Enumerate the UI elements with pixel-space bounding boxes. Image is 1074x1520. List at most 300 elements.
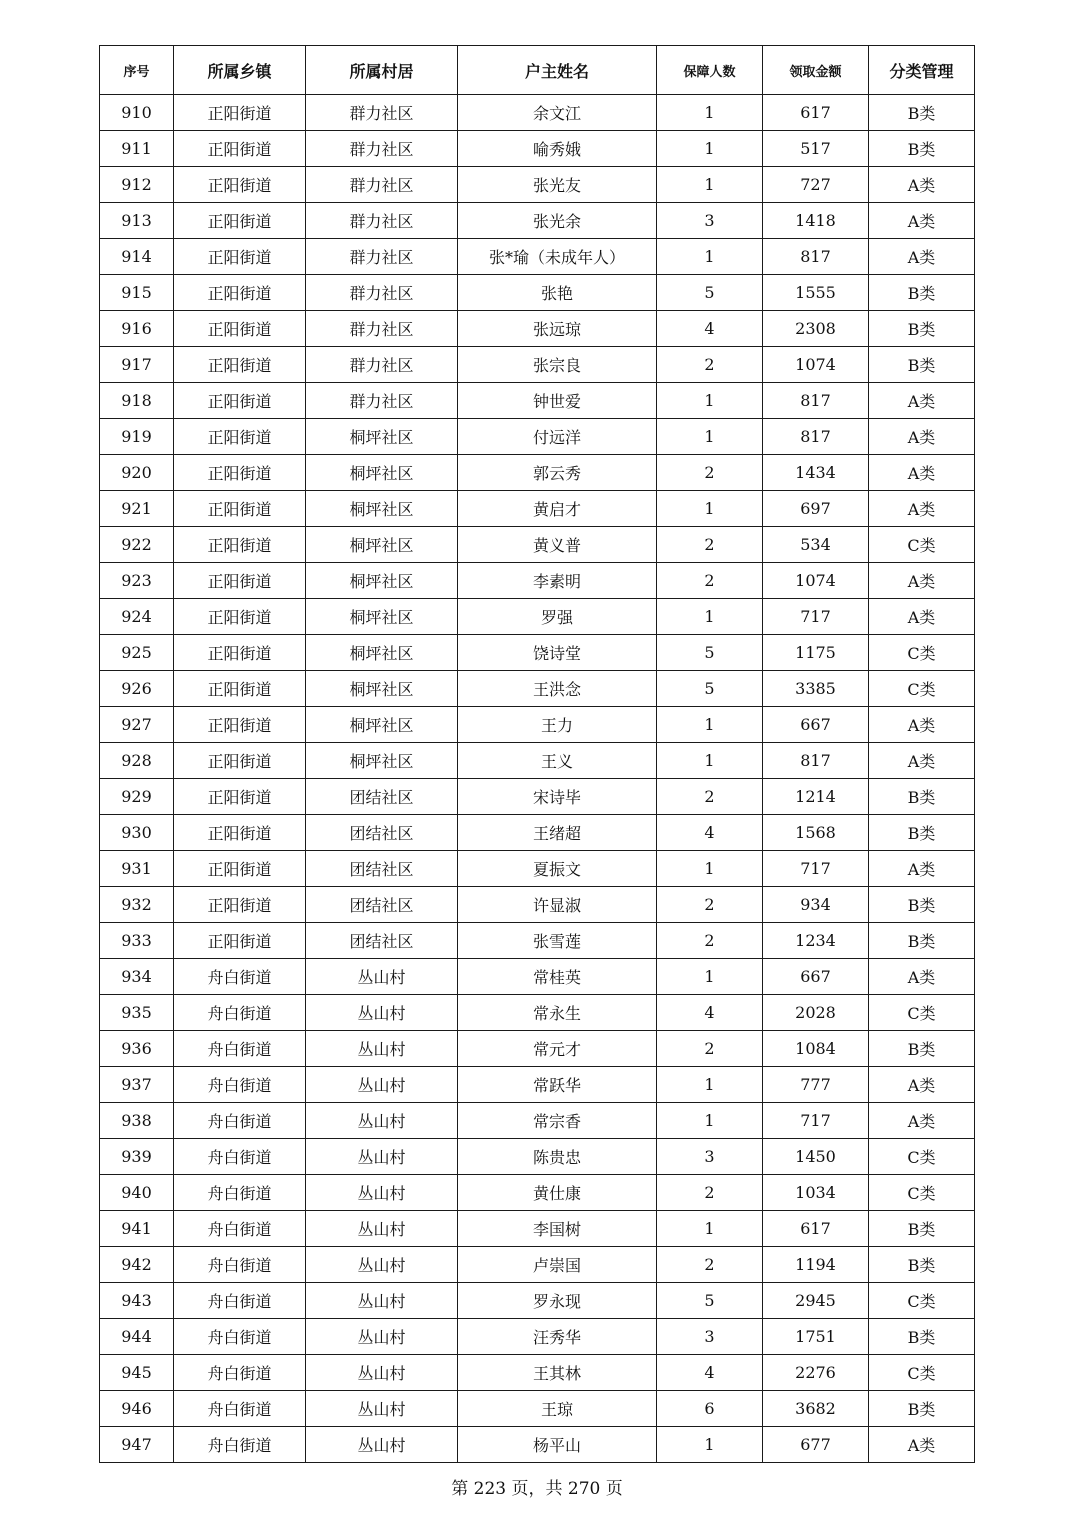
township-cell: 正阳街道 [174,275,306,311]
householder-cell: 杨平山 [458,1427,657,1463]
header-amount: 领取金额 [763,46,869,95]
village-cell: 桐坪社区 [306,743,458,779]
index-cell: 943 [100,1283,174,1319]
category-cell: B类 [869,95,975,131]
village-cell: 桐坪社区 [306,707,458,743]
people-cell: 3 [657,1319,763,1355]
amount-cell: 617 [763,1211,869,1247]
people-cell: 1 [657,599,763,635]
category-cell: C类 [869,1283,975,1319]
table-row [100,1067,975,1103]
index-cell: 921 [100,491,174,527]
category-cell: C类 [869,1139,975,1175]
amount-cell: 1450 [763,1139,869,1175]
householder-cell: 汪秀华 [458,1319,657,1355]
index-cell: 919 [100,419,174,455]
people-cell: 1 [657,1427,763,1463]
township-cell: 舟白街道 [174,1355,306,1391]
category-cell: A类 [869,599,975,635]
table-row [100,995,975,1031]
township-cell: 正阳街道 [174,347,306,383]
amount-cell: 1568 [763,815,869,851]
index-cell: 941 [100,1211,174,1247]
table-row [100,1391,975,1427]
category-cell: B类 [869,923,975,959]
people-cell: 6 [657,1391,763,1427]
village-cell: 桐坪社区 [306,419,458,455]
index-cell: 928 [100,743,174,779]
table-row [100,815,975,851]
header-category: 分类管理 [869,46,975,95]
table-row [100,923,975,959]
people-cell: 1 [657,167,763,203]
village-cell: 丛山村 [306,1247,458,1283]
township-cell: 正阳街道 [174,887,306,923]
index-cell: 920 [100,455,174,491]
category-cell: C类 [869,527,975,563]
category-cell: C类 [869,1175,975,1211]
people-cell: 1 [657,1103,763,1139]
householder-cell: 王洪念 [458,671,657,707]
index-cell: 926 [100,671,174,707]
category-cell: A类 [869,491,975,527]
table-row [100,131,975,167]
amount-cell: 727 [763,167,869,203]
table-row [100,311,975,347]
amount-cell: 1555 [763,275,869,311]
township-cell: 正阳街道 [174,131,306,167]
category-cell: B类 [869,1247,975,1283]
table-row [100,1247,975,1283]
category-cell: A类 [869,455,975,491]
category-cell: B类 [869,1031,975,1067]
amount-cell: 777 [763,1067,869,1103]
amount-cell: 2276 [763,1355,869,1391]
people-cell: 4 [657,815,763,851]
householder-cell: 常宗香 [458,1103,657,1139]
table-row [100,851,975,887]
people-cell: 2 [657,455,763,491]
village-cell: 桐坪社区 [306,635,458,671]
index-cell: 927 [100,707,174,743]
people-cell: 1 [657,707,763,743]
township-cell: 正阳街道 [174,923,306,959]
householder-cell: 宋诗毕 [458,779,657,815]
index-cell: 910 [100,95,174,131]
table-row [100,779,975,815]
category-cell: A类 [869,203,975,239]
category-cell: A类 [869,1103,975,1139]
index-cell: 936 [100,1031,174,1067]
householder-cell: 卢崇国 [458,1247,657,1283]
township-cell: 正阳街道 [174,455,306,491]
category-cell: A类 [869,707,975,743]
table-row [100,1319,975,1355]
header-township: 所属乡镇 [174,46,306,95]
township-cell: 正阳街道 [174,311,306,347]
township-cell: 正阳街道 [174,671,306,707]
people-cell: 1 [657,491,763,527]
index-cell: 945 [100,1355,174,1391]
index-cell: 914 [100,239,174,275]
table-row [100,671,975,707]
index-cell: 934 [100,959,174,995]
table-row [100,635,975,671]
table-row [100,1139,975,1175]
table-row [100,203,975,239]
category-cell: A类 [869,383,975,419]
township-cell: 正阳街道 [174,563,306,599]
village-cell: 群力社区 [306,347,458,383]
amount-cell: 817 [763,419,869,455]
village-cell: 丛山村 [306,1175,458,1211]
table-row [100,707,975,743]
people-cell: 2 [657,347,763,383]
people-cell: 1 [657,419,763,455]
people-cell: 2 [657,1175,763,1211]
township-cell: 正阳街道 [174,491,306,527]
people-cell: 4 [657,311,763,347]
township-cell: 舟白街道 [174,1067,306,1103]
people-cell: 5 [657,1283,763,1319]
index-cell: 925 [100,635,174,671]
people-cell: 4 [657,995,763,1031]
householder-cell: 张*瑜（未成年人） [458,239,657,275]
people-cell: 5 [657,275,763,311]
township-cell: 舟白街道 [174,1175,306,1211]
amount-cell: 677 [763,1427,869,1463]
householder-cell: 黄启才 [458,491,657,527]
category-cell: A类 [869,959,975,995]
township-cell: 正阳街道 [174,527,306,563]
category-cell: C类 [869,995,975,1031]
index-cell: 935 [100,995,174,1031]
township-cell: 舟白街道 [174,1211,306,1247]
village-cell: 群力社区 [306,167,458,203]
township-cell: 舟白街道 [174,1391,306,1427]
people-cell: 5 [657,635,763,671]
category-cell: C类 [869,635,975,671]
amount-cell: 1434 [763,455,869,491]
township-cell: 正阳街道 [174,167,306,203]
header-village: 所属村居 [306,46,458,95]
amount-cell: 1034 [763,1175,869,1211]
table-header [100,46,975,95]
people-cell: 1 [657,959,763,995]
people-cell: 1 [657,131,763,167]
table-row [100,239,975,275]
amount-cell: 667 [763,959,869,995]
township-cell: 正阳街道 [174,419,306,455]
category-cell: B类 [869,815,975,851]
village-cell: 群力社区 [306,203,458,239]
amount-cell: 717 [763,1103,869,1139]
index-cell: 931 [100,851,174,887]
householder-cell: 常元才 [458,1031,657,1067]
householder-cell: 付远洋 [458,419,657,455]
category-cell: A类 [869,239,975,275]
township-cell: 正阳街道 [174,707,306,743]
index-cell: 930 [100,815,174,851]
index-cell: 918 [100,383,174,419]
table-row [100,95,975,131]
category-cell: A类 [869,1067,975,1103]
category-cell: C类 [869,1355,975,1391]
category-cell: A类 [869,563,975,599]
category-cell: B类 [869,275,975,311]
village-cell: 丛山村 [306,1391,458,1427]
village-cell: 丛山村 [306,1031,458,1067]
people-cell: 1 [657,851,763,887]
people-cell: 2 [657,1031,763,1067]
township-cell: 舟白街道 [174,1427,306,1463]
householder-cell: 王力 [458,707,657,743]
village-cell: 群力社区 [306,239,458,275]
village-cell: 丛山村 [306,1355,458,1391]
township-cell: 正阳街道 [174,815,306,851]
table-row [100,383,975,419]
householder-cell: 许显淑 [458,887,657,923]
index-cell: 932 [100,887,174,923]
table-row [100,1175,975,1211]
people-cell: 2 [657,563,763,599]
index-cell: 947 [100,1427,174,1463]
table-row [100,275,975,311]
header-row [100,46,975,95]
householder-cell: 陈贵忠 [458,1139,657,1175]
index-cell: 940 [100,1175,174,1211]
householder-cell: 王义 [458,743,657,779]
category-cell: B类 [869,1211,975,1247]
village-cell: 丛山村 [306,1319,458,1355]
village-cell: 群力社区 [306,311,458,347]
index-cell: 929 [100,779,174,815]
index-cell: 939 [100,1139,174,1175]
index-cell: 912 [100,167,174,203]
table-row [100,563,975,599]
village-cell: 团结社区 [306,923,458,959]
amount-cell: 934 [763,887,869,923]
category-cell: B类 [869,779,975,815]
householder-cell: 黄义普 [458,527,657,563]
category-cell: B类 [869,1391,975,1427]
amount-cell: 817 [763,239,869,275]
header-index: 序号 [100,46,174,95]
village-cell: 丛山村 [306,1103,458,1139]
table-row [100,347,975,383]
index-cell: 933 [100,923,174,959]
amount-cell: 1194 [763,1247,869,1283]
index-cell: 942 [100,1247,174,1283]
category-cell: A类 [869,1427,975,1463]
householder-cell: 罗永现 [458,1283,657,1319]
village-cell: 群力社区 [306,95,458,131]
people-cell: 5 [657,671,763,707]
village-cell: 团结社区 [306,887,458,923]
householder-cell: 李国树 [458,1211,657,1247]
amount-cell: 1214 [763,779,869,815]
category-cell: B类 [869,311,975,347]
people-cell: 1 [657,95,763,131]
township-cell: 正阳街道 [174,383,306,419]
people-cell: 2 [657,923,763,959]
village-cell: 桐坪社区 [306,455,458,491]
householder-cell: 余文江 [458,95,657,131]
table-row [100,1103,975,1139]
amount-cell: 617 [763,95,869,131]
householder-cell: 李素明 [458,563,657,599]
people-cell: 1 [657,383,763,419]
village-cell: 群力社区 [306,275,458,311]
amount-cell: 517 [763,131,869,167]
table-row [100,455,975,491]
table-row [100,743,975,779]
category-cell: B类 [869,887,975,923]
table-row [100,1355,975,1391]
index-cell: 923 [100,563,174,599]
township-cell: 舟白街道 [174,1031,306,1067]
householder-cell: 常跃华 [458,1067,657,1103]
township-cell: 正阳街道 [174,239,306,275]
category-cell: A类 [869,419,975,455]
village-cell: 群力社区 [306,131,458,167]
householder-cell: 喻秀娥 [458,131,657,167]
index-cell: 937 [100,1067,174,1103]
people-cell: 1 [657,239,763,275]
village-cell: 桐坪社区 [306,527,458,563]
amount-cell: 1751 [763,1319,869,1355]
header-people: 保障人数 [657,46,763,95]
amount-cell: 2028 [763,995,869,1031]
people-cell: 3 [657,203,763,239]
people-cell: 2 [657,887,763,923]
amount-cell: 1084 [763,1031,869,1067]
village-cell: 群力社区 [306,383,458,419]
township-cell: 正阳街道 [174,203,306,239]
householder-cell: 常永生 [458,995,657,1031]
village-cell: 桐坪社区 [306,491,458,527]
index-cell: 946 [100,1391,174,1427]
index-cell: 913 [100,203,174,239]
table-row [100,491,975,527]
index-cell: 924 [100,599,174,635]
category-cell: A类 [869,167,975,203]
amount-cell: 1175 [763,635,869,671]
village-cell: 桐坪社区 [306,671,458,707]
people-cell: 2 [657,527,763,563]
table-row [100,419,975,455]
householder-cell: 张远琼 [458,311,657,347]
householder-cell: 张雪莲 [458,923,657,959]
township-cell: 正阳街道 [174,635,306,671]
township-cell: 舟白街道 [174,1247,306,1283]
amount-cell: 2308 [763,311,869,347]
amount-cell: 817 [763,743,869,779]
people-cell: 2 [657,1247,763,1283]
people-cell: 2 [657,779,763,815]
category-cell: B类 [869,131,975,167]
page-number-footer: 第 223 页，共 270 页 [451,1479,623,1499]
index-cell: 915 [100,275,174,311]
category-cell: B类 [869,1319,975,1355]
amount-cell: 717 [763,851,869,887]
people-cell: 4 [657,1355,763,1391]
amount-cell: 3385 [763,671,869,707]
householder-cell: 张光余 [458,203,657,239]
township-cell: 正阳街道 [174,779,306,815]
householder-cell: 钟世爱 [458,383,657,419]
township-cell: 正阳街道 [174,851,306,887]
index-cell: 922 [100,527,174,563]
category-cell: A类 [869,743,975,779]
table-row [100,1427,975,1463]
table-body [100,95,975,1463]
householder-cell: 黄仕康 [458,1175,657,1211]
householder-cell: 张艳 [458,275,657,311]
header-householder: 户主姓名 [458,46,657,95]
table-row [100,1211,975,1247]
householder-cell: 王其林 [458,1355,657,1391]
amount-cell: 1074 [763,347,869,383]
table-row [100,959,975,995]
householder-cell: 饶诗堂 [458,635,657,671]
category-cell: B类 [869,347,975,383]
village-cell: 团结社区 [306,851,458,887]
township-cell: 舟白街道 [174,1319,306,1355]
table-row [100,1283,975,1319]
township-cell: 正阳街道 [174,743,306,779]
amount-cell: 3682 [763,1391,869,1427]
amount-cell: 2945 [763,1283,869,1319]
table-row [100,887,975,923]
index-cell: 917 [100,347,174,383]
people-cell: 1 [657,1067,763,1103]
people-cell: 1 [657,1211,763,1247]
township-cell: 舟白街道 [174,1103,306,1139]
amount-cell: 1418 [763,203,869,239]
amount-cell: 817 [763,383,869,419]
household-assistance-table [99,45,975,1463]
township-cell: 舟白街道 [174,1139,306,1175]
township-cell: 舟白街道 [174,1283,306,1319]
householder-cell: 王绪超 [458,815,657,851]
category-cell: C类 [869,671,975,707]
table-row [100,167,975,203]
village-cell: 团结社区 [306,815,458,851]
people-cell: 1 [657,743,763,779]
village-cell: 丛山村 [306,1427,458,1463]
amount-cell: 667 [763,707,869,743]
village-cell: 桐坪社区 [306,599,458,635]
householder-cell: 张宗良 [458,347,657,383]
village-cell: 丛山村 [306,1211,458,1247]
village-cell: 丛山村 [306,1283,458,1319]
index-cell: 938 [100,1103,174,1139]
township-cell: 正阳街道 [174,599,306,635]
village-cell: 丛山村 [306,995,458,1031]
village-cell: 丛山村 [306,959,458,995]
table-row [100,1031,975,1067]
householder-cell: 罗强 [458,599,657,635]
township-cell: 正阳街道 [174,95,306,131]
table-row [100,527,975,563]
index-cell: 916 [100,311,174,347]
category-cell: A类 [869,851,975,887]
index-cell: 944 [100,1319,174,1355]
amount-cell: 1074 [763,563,869,599]
village-cell: 丛山村 [306,1067,458,1103]
index-cell: 911 [100,131,174,167]
